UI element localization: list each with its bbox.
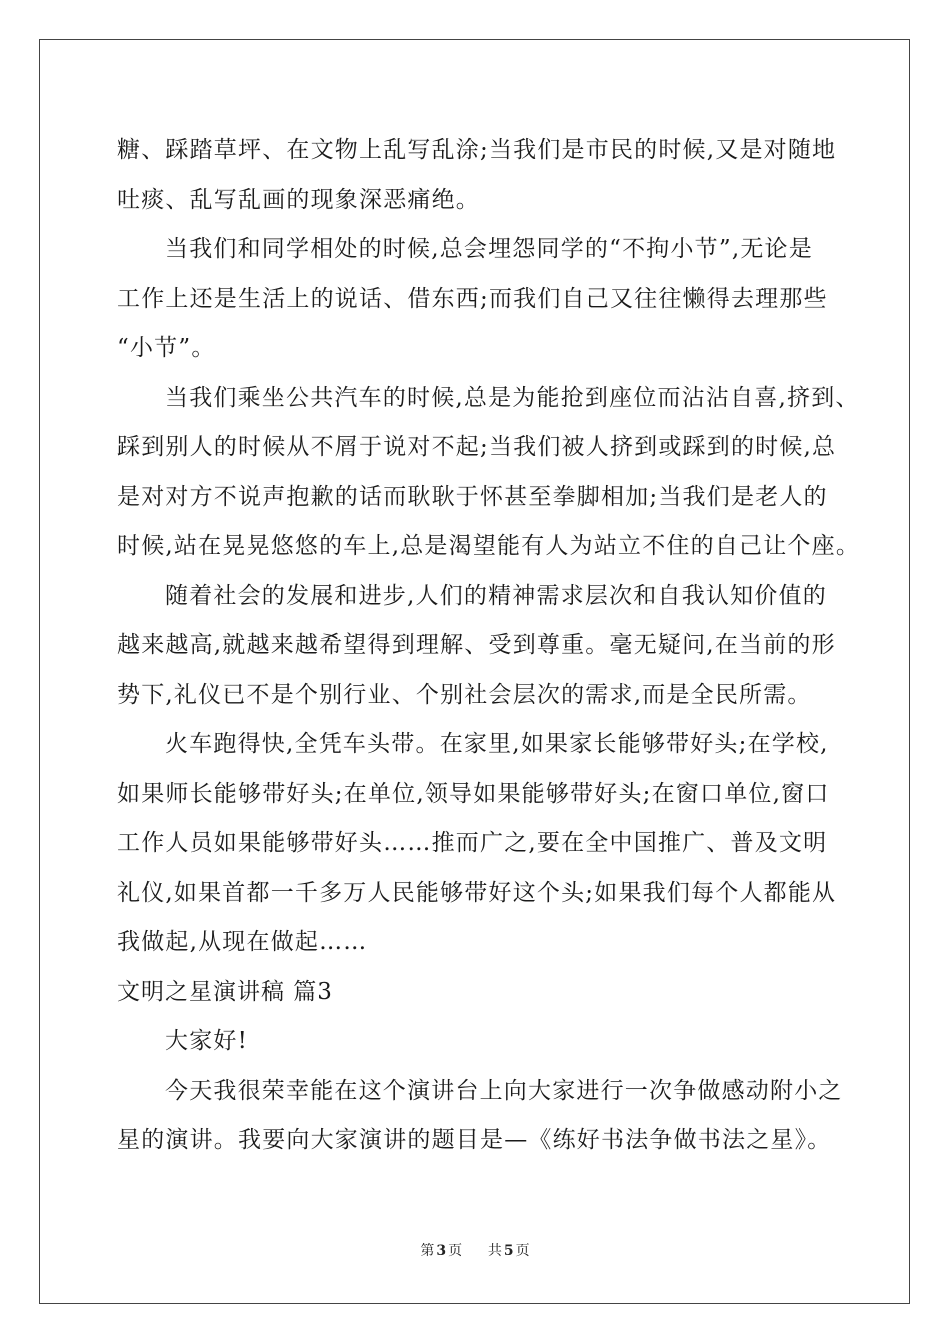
section-heading: 文明之星演讲稿 篇3 bbox=[117, 978, 333, 1005]
page-total: 共 5 页 bbox=[487, 1243, 530, 1259]
text-line: 越来越高,就越来越希望得到理解、受到尊重。毫无疑问,在当前的形 bbox=[117, 632, 836, 658]
text-line: 星的演讲。我要向大家演讲的题目是—《练好书法争做书法之星》。 bbox=[117, 1127, 832, 1153]
text-line: 随着社会的发展和进步,人们的精神需求层次和自我认知价值的 bbox=[165, 582, 827, 609]
text-line: 当我们乘坐公共汽车的时候,总是为能抢到座位而沾沾自喜,挤到、 bbox=[165, 384, 860, 411]
document-body bbox=[117, 126, 861, 1166]
text-line: “小节”。 bbox=[117, 335, 216, 361]
text-line: 当我们和同学相处的时候,总会埋怨同学的“不拘小节”,无论是 bbox=[165, 236, 813, 262]
text-line: 踩到别人的时候从不屑于说对不起;当我们被人挤到或踩到的时候,总 bbox=[117, 434, 837, 460]
text-line: 工作人员如果能够带好头……推而广之,要在全中国推广、普及文明 bbox=[117, 830, 828, 856]
text-line: 工作上还是生活上的说话、借东西;而我们自己又往往懒得去理那些 bbox=[117, 285, 828, 312]
text-line: 大家好! bbox=[165, 1028, 249, 1054]
page-footer bbox=[0, 1240, 950, 1260]
text-line: 礼仪,如果首都一千多万人民能够带好这个头;如果我们每个人都能从 bbox=[117, 879, 837, 906]
text-line: 火车跑得快,全凭车头带。在家里,如果家长能够带好头;在学校, bbox=[165, 731, 829, 757]
text-line: 今天我很荣幸能在这个演讲台上向大家进行一次争做感动附小之 bbox=[165, 1077, 843, 1104]
text-line: 我做起,从现在做起…… bbox=[117, 929, 368, 955]
text-line: 时候,站在晃晃悠悠的车上,总是渴望能有人为站立不住的自己让个座。 bbox=[117, 533, 861, 559]
text-line: 是对对方不说声抱歉的话而耿耿于怀甚至拳脚相加;当我们是老人的 bbox=[117, 483, 828, 510]
text-line: 吐痰、乱写乱画的现象深恶痛绝。 bbox=[117, 186, 480, 213]
page-number: 第 3 页 bbox=[420, 1243, 463, 1259]
text-line: 如果师长能够带好头;在单位,领导如果能够带好头;在窗口单位,窗口 bbox=[117, 780, 830, 807]
text-line: 糖、踩踏草坪、在文物上乱写乱涂;当我们是市民的时候,又是对随地 bbox=[117, 137, 837, 163]
text-line: 势下,礼仪已不是个别行业、个别社会层次的需求,而是全民所需。 bbox=[117, 681, 812, 708]
